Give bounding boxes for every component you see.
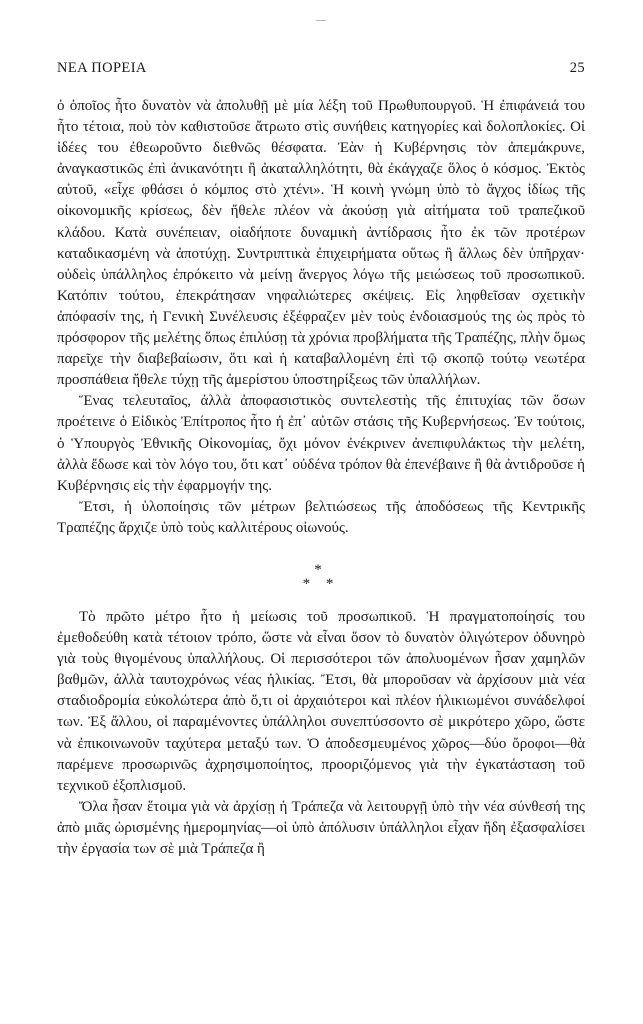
paragraph: Τὸ πρῶτο μέτρο ἦτο ἡ μείωσις τοῦ προσωπικοῦ. Ἡ πραγματοποίησίς του ἐμεθοδεύθη κατὰ τέτοιον τρόπο, ὥστε νὰ εἶναι ὅσον τὸ δυνατὸν ὀλιγώτερον ὀδυνηρὸ γιὰ τοὺς θιγομένους ὑπαλλήλους. Οἱ περισσότεροι τῶν ἀπολυομένων ἦσαν χαμηλῶν βαθμῶν, ἀλλὰ ταυτοχρόνως νέας ἡλικίας. Ἔτσι, θὰ μποροῦσαν νὰ ἀρχίσουν μιὰ νέα σταδιοδρομία εὐκολώτερα ἀπὸ ὅ,τι οἱ ἀρχαιότεροι καὶ πλέον ἡλικιωμένοι συνάδελφοί των. Ἐξ ἄλλου, οἱ παραμένοντες ὑπάλληλοι συνεπτύσσοντο σὲ μικρότερο χῶρο, ὥστε νὰ ἐπικοινωνοῦν ταχύτερα μεταξύ των. Ὁ ἀποδεσμευμένος χῶρος—δύο ὄροφοι—θὰ παρέμενε προσωρινῶς ἀχρησιμοποίητος, προοριζόμενος γιὰ τὴν ἐγκατάσταση τοῦ τεχνικοῦ ἐξοπλισμοῦ. <box>57 608 585 794</box>
separator-top-asterisk: * <box>314 561 328 578</box>
running-header <box>57 60 585 82</box>
page-number: 25 <box>569 60 585 76</box>
page-body <box>57 96 585 860</box>
separator-bottom-asterisks: * * <box>302 575 340 592</box>
section-separator <box>57 563 585 591</box>
paragraph: ὁ ὁποῖος ἦτο δυνατὸν νὰ ἀπολυθῇ μὲ μία λέξη τοῦ Πρωθυπουργοῦ. Ἡ ἐπιφάνειά του ἦτο τέτοια, ποὺ τὸν καθιστοῦσε ἄτρωτο στὶς συνήθεις κατηγορίες καὶ δολοπλοκίες. Οἱ ἰδέες του ἐθεωροῦντο διεθνῶς θέσφατα. Ἐὰν ἡ Κυβέρνησις τὸν ἀπεμάκρυνε, ἀναγκαστικῶς ἐπὶ ἀνικανότητι ἢ ἀκαταλληλότητι, θὰ ἐκάγχαζε ὅλος ὁ κόσμος. Ἐκτὸς αὐτοῦ, «εἶχε φθάσει ὁ κόμπος στὸ χτένι». Ἡ κοινὴ γνώμη ὑπὸ τὸ ἄγχος ἰδίως τῆς οἰκονομικῆς κρίσεως, δὲν ἤθελε πλέον νὰ ἀκούσῃ γιὰ αἰτήματα τοῦ τραπεζικοῦ κλάδου. Κατὰ συνέπειαν, οἱαδήποτε δυναμικὴ ἀντίδρασις ἦτο ἐκ τῶν προτέρων καταδικασμένη νὰ ἀποτύχῃ. Συντριπτικὰ ἐπιχειρήματα οὕτως ἢ ἄλλως δὲν ὑπῆρχαν· οὐδεὶς ὑπάλληλος ἐπρόκειτο νὰ μείνῃ ἄνεργος λόγω τῆς μειώσεως τοῦ προσωπικοῦ. Κατόπιν τούτου, ἐπεκράτησαν νηφαλιώτερες σκέψεις. Εἰς ληφθεῖσαν σχετικὴν ἀπόφασίν της, ἡ Γενικὴ Συνέλευσις ἐξέφραζεν μὲν τοὺς ἐνδοιασμούς της ὡς πρὸς τὸ πρόσφορον τῆς μελέτης ὅπως ἐπιλύσῃ τὰ χρόνια προβλήματα τῆς Τραπέζης, πλὴν ὅμως παρεῖχε τὴν διαβεβαίωσιν, ὅτι καὶ ἡ καταβαλλομένη ἐπὶ τῷ σκοπῷ τούτῳ νεωτέρα προσπάθεια ἤθελε τύχῃ τῆς ἀμερίστου ὑποστηρίξεως τῶν ὑπαλλήλων. <box>57 98 585 389</box>
paragraph: Ἕνας τελευταῖος, ἀλλὰ ἀποφασιστικὸς συντελεστὴς τῆς ἐπιτυχίας τῶν ὅσων προέτεινε ὁ Εἰδικὸς Ἐπίτροπος ἦτο ἡ ἐπ᾽ αὐτῶν στάσις τῆς Κυβερνήσεως. Ἐν τούτοις, ὁ Ὑπουργὸς Ἐθνικῆς Οἰκονομίας, ὄχι μόνον ἐνέκρινεν ἀνεπιφυλάκτως τὴν μελέτη, ἀλλὰ ἔδωσε καὶ τὸν λόγο του, ὅτι κατ᾽ οὐδένα τρόπον θὰ ἐπενέβαινε ἢ θὰ ἀντιδροῦσε ἡ Κυβέρνησις εἰς τὴν ἐφαρμογήν της. <box>57 393 585 494</box>
paragraph: Ἔτσι, ἡ ὑλοποίησις τῶν μέτρων βελτιώσεως τῆς ἀποδόσεως τῆς Κεντρικῆς Τραπέζης ἄρχιζε ὑπὸ τοὺς καλλιτέρους οἰωνούς. <box>57 498 585 536</box>
top-print-mark <box>316 20 326 21</box>
running-title: ΝΕΑ ΠΟΡΕΙΑ <box>57 60 147 76</box>
paragraph: Ὅλα ἦσαν ἕτοιμα γιὰ νὰ ἀρχίσῃ ἡ Τράπεζα νὰ λειτουργῇ ὑπὸ τὴν νέα σύνθεσή της ἀπὸ μιᾶς ὡρισμένης ἡμερομηνίας—οἱ ὑπὸ ἀπόλυσιν ὑπάλληλοι εἶχαν ἤδη ἐξασφαλίσει τὴν ἐργασία των σὲ μιὰ Τράπεζα ἢ <box>57 798 585 857</box>
